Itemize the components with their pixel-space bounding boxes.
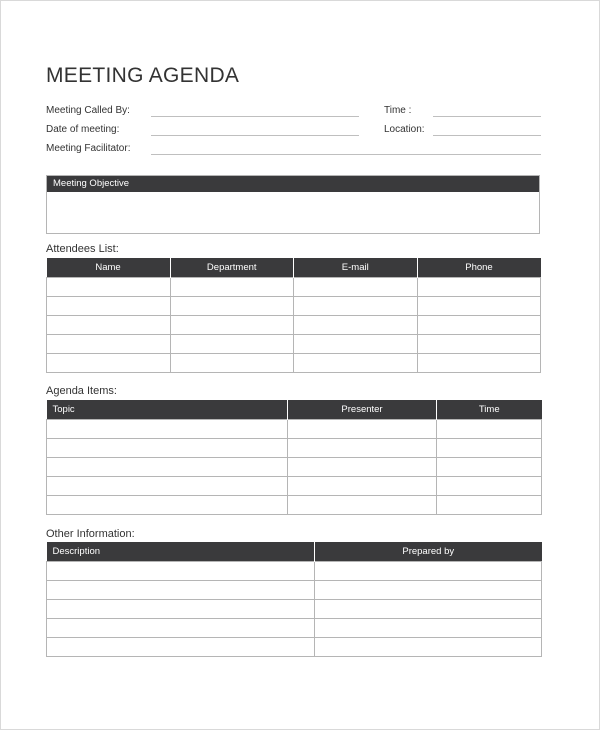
location-field[interactable]: [433, 135, 541, 136]
meeting-objective-box[interactable]: [46, 175, 540, 234]
meeting-objective-header: Meeting Objective: [47, 176, 539, 192]
table-row: [47, 496, 542, 515]
table-cell[interactable]: [47, 600, 315, 619]
table-cell[interactable]: [47, 619, 315, 638]
table-cell[interactable]: [437, 420, 542, 439]
table-cell[interactable]: [288, 458, 437, 477]
table-cell[interactable]: [417, 297, 541, 316]
table-cell[interactable]: [417, 354, 541, 373]
table-row: [47, 439, 542, 458]
table-cell[interactable]: [294, 278, 418, 297]
table-cell[interactable]: [288, 439, 437, 458]
col-department: Department: [170, 258, 294, 278]
meeting-called-by-label: Meeting Called By:: [46, 105, 130, 116]
table-cell[interactable]: [294, 354, 418, 373]
time-label: Time :: [384, 105, 412, 116]
col-time: Time: [437, 400, 542, 420]
other-information-label: Other Information:: [46, 528, 135, 540]
table-cell[interactable]: [288, 477, 437, 496]
table-cell[interactable]: [47, 581, 315, 600]
attendees-list-label: Attendees List:: [46, 243, 119, 255]
col-phone: Phone: [417, 258, 541, 278]
table-cell[interactable]: [47, 477, 288, 496]
table-cell[interactable]: [170, 297, 294, 316]
table-cell[interactable]: [47, 297, 171, 316]
meeting-facilitator-field[interactable]: [151, 154, 541, 155]
table-row: [47, 335, 541, 354]
table-cell[interactable]: [437, 458, 542, 477]
table-row: [47, 297, 541, 316]
attendees-table: [46, 258, 541, 373]
table-cell[interactable]: [294, 335, 418, 354]
table-cell[interactable]: [315, 638, 542, 657]
table-cell[interactable]: [437, 496, 542, 515]
table-cell[interactable]: [170, 278, 294, 297]
table-cell[interactable]: [294, 297, 418, 316]
table-cell[interactable]: [170, 354, 294, 373]
table-cell[interactable]: [437, 477, 542, 496]
table-cell[interactable]: [315, 581, 542, 600]
table-cell[interactable]: [417, 278, 541, 297]
agenda-header-row: [47, 400, 542, 420]
table-row: [47, 619, 542, 638]
table-cell[interactable]: [47, 278, 171, 297]
table-row: [47, 316, 541, 335]
table-cell[interactable]: [47, 439, 288, 458]
other-information-table: [46, 542, 542, 657]
table-row: [47, 354, 541, 373]
table-cell[interactable]: [47, 335, 171, 354]
attendees-header-row: [47, 258, 541, 278]
col-presenter: Presenter: [288, 400, 437, 420]
col-topic: Topic: [47, 400, 288, 420]
page-title: MEETING AGENDA: [46, 64, 240, 87]
time-field[interactable]: [433, 116, 541, 117]
table-cell[interactable]: [47, 316, 171, 335]
table-row: [47, 581, 542, 600]
table-row: [47, 420, 542, 439]
table-cell[interactable]: [47, 562, 315, 581]
table-cell[interactable]: [315, 562, 542, 581]
col-prepared-by: Prepared by: [315, 542, 542, 562]
table-cell[interactable]: [417, 316, 541, 335]
agenda-items-label: Agenda Items:: [46, 385, 117, 397]
table-cell[interactable]: [47, 420, 288, 439]
table-cell[interactable]: [170, 316, 294, 335]
table-row: [47, 638, 542, 657]
meeting-facilitator-label: Meeting Facilitator:: [46, 143, 131, 154]
table-cell[interactable]: [170, 335, 294, 354]
table-cell[interactable]: [288, 496, 437, 515]
table-cell[interactable]: [47, 458, 288, 477]
table-row: [47, 278, 541, 297]
table-row: [47, 600, 542, 619]
table-cell[interactable]: [47, 638, 315, 657]
col-name: Name: [47, 258, 171, 278]
table-cell[interactable]: [417, 335, 541, 354]
table-cell[interactable]: [437, 439, 542, 458]
col-description: Description: [47, 542, 315, 562]
location-label: Location:: [384, 124, 425, 135]
col-email: E-mail: [294, 258, 418, 278]
table-cell[interactable]: [47, 354, 171, 373]
table-row: [47, 477, 542, 496]
date-of-meeting-field[interactable]: [151, 135, 359, 136]
agenda-table: [46, 400, 542, 515]
table-cell[interactable]: [47, 496, 288, 515]
meeting-called-by-field[interactable]: [151, 116, 359, 117]
date-of-meeting-label: Date of meeting:: [46, 124, 120, 135]
table-cell[interactable]: [315, 600, 542, 619]
other-header-row: [47, 542, 542, 562]
table-row: [47, 562, 542, 581]
table-cell[interactable]: [294, 316, 418, 335]
table-cell[interactable]: [288, 420, 437, 439]
table-row: [47, 458, 542, 477]
table-cell[interactable]: [315, 619, 542, 638]
